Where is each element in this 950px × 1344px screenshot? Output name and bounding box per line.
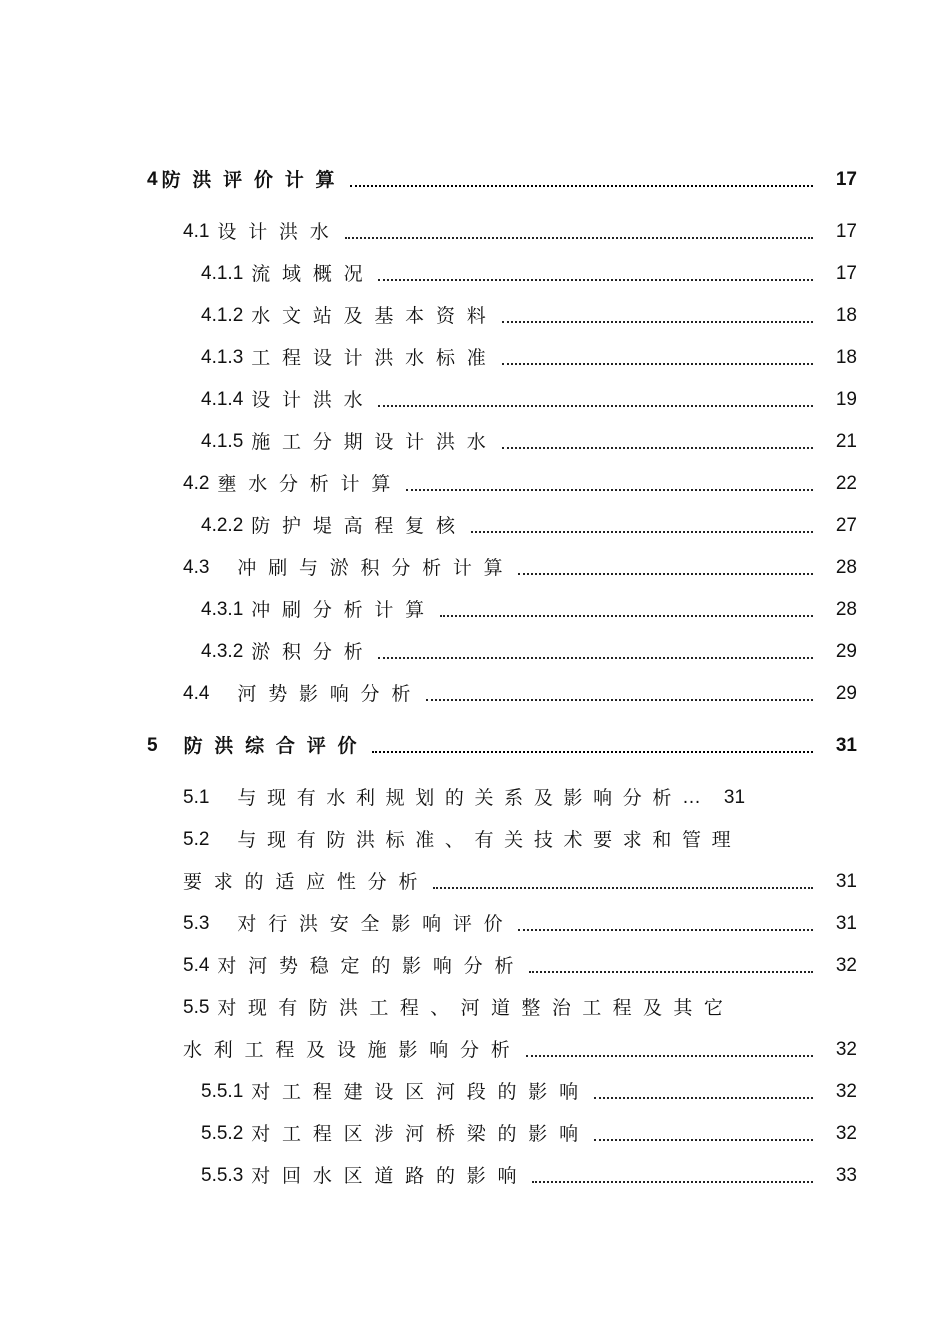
toc-entry-number: 5.5.3 (201, 1165, 244, 1186)
toc-entry-number: 4.2 (183, 473, 210, 494)
toc-entry-page: 17 (835, 263, 857, 284)
dot-leader (345, 237, 813, 239)
toc-entry-page: 31 (835, 913, 857, 934)
toc-entry-4-1-5[interactable] (201, 425, 857, 459)
dot-leader (378, 405, 813, 407)
dot-leader (502, 447, 813, 449)
dot-leader (502, 363, 813, 365)
toc-entry-chapter-5[interactable] (147, 729, 857, 763)
toc-entry-5-5-1[interactable] (201, 1075, 857, 1109)
toc-entry-page: 28 (835, 557, 857, 578)
toc-entry-5-5-3[interactable] (201, 1159, 857, 1193)
toc-entry-title: 冲刷分析计算 (251, 599, 436, 621)
toc-entry-number: 4 (147, 169, 158, 190)
dot-leader (518, 929, 813, 931)
toc-entry-page: 17 (835, 221, 857, 242)
toc-entry-title: 工程设计洪水标准 (251, 347, 498, 369)
toc-entry-4-1-3[interactable] (201, 341, 857, 375)
dot-leader (471, 531, 813, 533)
toc-entry-number: 4.3 (183, 557, 210, 578)
dot-leader (378, 657, 813, 659)
toc-entry-number: 5.5 (183, 997, 210, 1018)
toc-entry-4-1-1[interactable] (201, 257, 857, 291)
toc-entry-title: 施工分期设计洪水 (251, 431, 498, 453)
toc-entry-number: 5.2 (183, 829, 210, 850)
toc-entry-page: 18 (835, 305, 857, 326)
toc-entry-title: 对工程建设区河段的影响 (251, 1081, 590, 1103)
toc-entry-title: 对回水区道路的影响 (251, 1165, 529, 1187)
toc-entry-number: 4.3.2 (201, 641, 244, 662)
toc-entry-4-3[interactable] (183, 551, 857, 585)
toc-entry-4-3-1[interactable] (201, 593, 857, 627)
toc-entry-number: 4.3.1 (201, 599, 244, 620)
dot-leader (378, 279, 813, 281)
toc-entry-5-2[interactable] (183, 823, 857, 857)
toc-entry-page: 31 (835, 871, 857, 892)
toc-entry-chapter-4[interactable] (147, 163, 857, 197)
toc-entry-5-5[interactable] (183, 991, 857, 1025)
dot-leader (440, 615, 813, 617)
dot-leader (372, 751, 813, 753)
toc-entry-page: 21 (835, 431, 857, 452)
toc-entry-5-2-continuation[interactable] (183, 865, 857, 899)
toc-entry-number: 5.3 (183, 913, 210, 934)
toc-entry-number: 5.5.1 (201, 1081, 244, 1102)
toc-entry-page: 32 (835, 955, 857, 976)
toc-entry-title: 流域概况 (251, 263, 375, 285)
toc-entry-page: 17 (835, 169, 857, 190)
toc-entry-title: 水文站及基本资料 (251, 305, 498, 327)
toc-entry-number: 4.2.2 (201, 515, 244, 536)
dot-leader (406, 489, 813, 491)
toc-entry-page: 28 (835, 599, 857, 620)
toc-entry-4-3-2[interactable] (201, 635, 857, 669)
toc-entry-number: 4.1.2 (201, 305, 244, 326)
toc-entry-title: 河势影响分析 (237, 683, 423, 705)
toc-entry-title: 对河势稳定的影响分析 (217, 955, 526, 977)
toc-entry-4-1-2[interactable] (201, 299, 857, 333)
toc-entry-page: 31 (723, 787, 746, 808)
toc-entry-5-1[interactable] (183, 781, 857, 815)
toc-entry-number: 5.1 (183, 787, 210, 808)
toc-entry-page: 31 (835, 735, 857, 756)
toc-entry-title: 对行洪安全影响评价 (237, 913, 515, 935)
toc-entry-title: 防洪评价计算 (161, 169, 347, 191)
toc-entry-page: 22 (835, 473, 857, 494)
dot-leader (529, 971, 813, 973)
toc-entry-5-3[interactable] (183, 907, 857, 941)
toc-entry-page: 33 (835, 1165, 857, 1186)
toc-entry-number: 4.1.4 (201, 389, 244, 410)
toc-entry-page: 18 (835, 347, 857, 368)
toc-entry-title: 与现有水利规划的关系及影响分析 (237, 787, 683, 809)
dot-leader (426, 699, 813, 701)
toc-entry-title: 与现有防洪标准、有关技术要求和管理 (237, 829, 742, 851)
toc-entry-5-5-2[interactable] (201, 1117, 857, 1151)
toc-entry-title: 设计洪水 (217, 221, 341, 243)
toc-entry-page: 29 (835, 683, 857, 704)
toc-entry-4-1[interactable] (183, 215, 857, 249)
toc-entry-page: 32 (835, 1039, 857, 1060)
toc-entry-number: 4.1.3 (201, 347, 244, 368)
toc-entry-page: 32 (835, 1123, 857, 1144)
toc-entry-page: 29 (835, 641, 857, 662)
toc-entry-page: 19 (835, 389, 857, 410)
dot-leader (594, 1097, 813, 1099)
dot-leader (518, 573, 813, 575)
toc-entry-number: 4.1 (183, 221, 210, 242)
toc-entry-4-2[interactable] (183, 467, 857, 501)
toc-entry-title-continuation: 要求的适应性分析 (183, 871, 430, 893)
toc-entry-4-1-4[interactable] (201, 383, 857, 417)
toc-entry-ellipsis: … (682, 787, 702, 808)
toc-entry-number: 5.5.2 (201, 1123, 244, 1144)
toc-entry-4-4[interactable] (183, 677, 857, 711)
dot-leader (526, 1055, 813, 1057)
toc-entry-title: 防护堤高程复核 (251, 515, 467, 537)
toc-entry-title: 冲刷与淤积分析计算 (237, 557, 515, 579)
toc-entry-page: 27 (835, 515, 857, 536)
toc-entry-title: 对工程区涉河桥梁的影响 (251, 1123, 590, 1145)
toc-entry-5-5-continuation[interactable] (183, 1033, 857, 1067)
toc-entry-number: 4.4 (183, 683, 210, 704)
toc-entry-title: 设计洪水 (251, 389, 375, 411)
dot-leader (594, 1139, 813, 1141)
toc-entry-number: 5 (147, 735, 158, 756)
toc-entry-title: 淤积分析 (251, 641, 375, 663)
toc-entry-title-continuation: 水利工程及设施影响分析 (183, 1039, 522, 1061)
dot-leader (433, 887, 813, 889)
dot-leader (502, 321, 813, 323)
toc-entry-number: 5.4 (183, 955, 210, 976)
toc-entry-number: 4.1.1 (201, 263, 244, 284)
toc-entry-page: 32 (835, 1081, 857, 1102)
toc-entry-title: 对现有防洪工程、河道整治工程及其它 (217, 997, 735, 1019)
toc-entry-5-4[interactable] (183, 949, 857, 983)
toc-entry-title: 防洪综合评价 (183, 735, 369, 757)
toc-entry-4-2-2[interactable] (201, 509, 857, 543)
dot-leader (350, 185, 813, 187)
toc-entry-number: 4.1.5 (201, 431, 244, 452)
toc-entry-title: 壅水分析计算 (217, 473, 403, 495)
dot-leader (532, 1181, 813, 1183)
